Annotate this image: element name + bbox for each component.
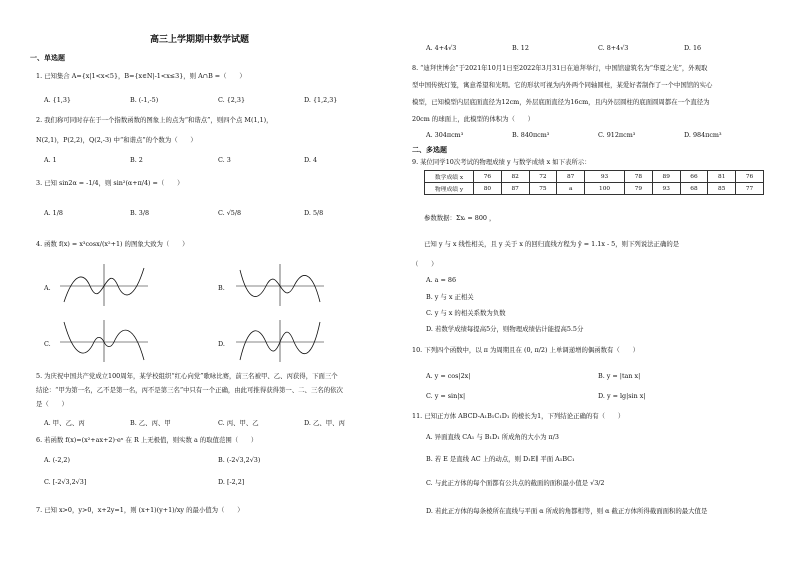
q9-option-b[interactable]: B. y 与 x 正相关 (426, 293, 474, 301)
q2-option-b[interactable]: B. 2 (130, 156, 143, 164)
table-cell: 93 (585, 171, 625, 183)
q2-option-d[interactable]: D. 4 (304, 156, 318, 164)
table-cell: 81 (708, 171, 736, 183)
q3-option-a[interactable]: A. 1/8 (44, 209, 63, 217)
q4-stem: 4. 函数 f(x) = x³cosx/(x²+1) 的图象大致为（ ） (36, 240, 189, 248)
table-cell: 87 (557, 171, 585, 183)
q11-option-c[interactable]: C. 与此正方体的每个面都有公共点的截面的面积最小值是 √3/2 (426, 479, 605, 487)
q8-line2: 型中国传统灯笼，寓意希望和光明。它的形状可视为内外两个同轴圆柱，某爱好者制作了一个中国馆的实心 (412, 81, 713, 89)
q5-option-c[interactable]: C. 丙、甲、乙 (218, 419, 259, 427)
q5-option-d[interactable]: D. 乙、甲、丙 (304, 419, 345, 427)
q8-option-d[interactable]: D. 984πcm³ (684, 131, 722, 139)
table-cell: 85 (708, 183, 736, 195)
q8-line1: 8. “迪拜世博会”于2021年10月1日至2022年3月31日在迪拜举行，中国馆建筑名为“华夏之光”，外观取 (412, 64, 708, 72)
q6-option-d[interactable]: D. [-2,2] (218, 478, 245, 486)
q3-option-c[interactable]: C. √5/8 (218, 209, 242, 217)
table-cell: 78 (625, 171, 653, 183)
q1-option-c[interactable]: C. {2,3} (218, 96, 246, 104)
q6-option-c[interactable]: C. [-2√3,2√3] (44, 478, 87, 486)
q1-option-a[interactable]: A. {1,3} (44, 96, 71, 104)
q5-line3: 是（ ） (36, 400, 68, 408)
q4-option-d[interactable]: D. (218, 340, 225, 348)
table-cell: 79 (625, 183, 653, 195)
graph-d-icon (236, 318, 326, 364)
page-title: 高三上学期期中数学试题 (150, 35, 250, 45)
table-cell: 82 (501, 171, 529, 183)
q4-option-c[interactable]: C. (44, 340, 51, 348)
q3-option-d[interactable]: D. 5/8 (304, 209, 324, 217)
q1-stem: 1. 已知集合 A={x|1<x<5}，B={x∈N|-1<x≤3}，则 A∩B =（ ） (36, 72, 246, 80)
table-cell: 75 (529, 183, 557, 195)
table-cell: 66 (680, 171, 708, 183)
graph-c-icon (60, 318, 150, 364)
q5-option-b[interactable]: B. 乙、丙、甲 (130, 419, 171, 427)
q8-option-c[interactable]: C. 912πcm³ (598, 131, 636, 139)
q1-option-b[interactable]: B. (-1,-5) (130, 96, 159, 104)
q9-option-a[interactable]: A. a = 86 (426, 276, 457, 284)
q6-stem: 6. 若函数 f(x)=(x²+ax+2)·eˣ 在 R 上无极值，则实数 a 的取值范围（ ） (36, 436, 258, 444)
table-cell: 68 (680, 183, 708, 195)
q10-stem: 10. 下列四个函数中，以 π 为周期且在 (0, π/2) 上单调递增的偶函数有（ ） (412, 346, 639, 354)
q7-option-b[interactable]: B. 12 (512, 44, 529, 52)
table-row (425, 183, 764, 195)
q9-option-c[interactable]: C. y 与 x 的相关系数为负数 (426, 309, 506, 317)
q9-line2: （ ） (412, 260, 438, 268)
q10-option-c[interactable]: C. y = sin|x| (426, 392, 466, 400)
table-cell: a (557, 183, 585, 195)
q2-line1: 2. 我们称可同时存在于一个指数函数的图象上的点为“和谐点”，则四个点 M(1,1)， (36, 116, 273, 124)
q9-score-table (424, 170, 764, 195)
q3-option-b[interactable]: B. 3/8 (130, 209, 150, 217)
q5-line1: 5. 为庆祝中国共产党成立100周年，某学校组织“红心向党”歌咏比赛，前三名被甲、乙、丙获得，下面三个 (36, 372, 338, 380)
graph-b-icon (236, 262, 326, 308)
table-row (425, 171, 764, 183)
table-cell: 100 (585, 183, 625, 195)
q8-line4: 20cm 的球面上，此模型的体积为（ ） (412, 115, 535, 123)
q6-option-b[interactable]: B. (-2√3,2√3) (218, 456, 261, 464)
table-cell: 数学成绩 x (425, 171, 474, 183)
q8-option-b[interactable]: B. 840πcm³ (512, 131, 550, 139)
right-column (412, 0, 782, 561)
q5-line2: 结论：“甲为第一名，乙不是第一名，丙不是第三名”中只有一个正确，由此可推得获得第一、二、三名的依次 (36, 386, 343, 394)
q7-option-c[interactable]: C. 8+4√3 (598, 44, 629, 52)
q11-option-d[interactable]: D. 若此正方体的每条棱所在直线与平面 α 所成的角都相等，则 α 截正方体所得截面面积的最大值是 (426, 507, 708, 515)
q5-option-a[interactable]: A. 甲、乙、丙 (44, 419, 85, 427)
left-column (30, 0, 390, 561)
q8-line3: 模型，已知模型内层底面直径为12cm，外层底面直径为16cm，且内外层圆柱的底面圆周都在一个直径为 (412, 98, 710, 106)
q10-option-b[interactable]: B. y = |tan x| (598, 372, 641, 380)
section-single-choice: 一、单选题 (30, 53, 65, 62)
table-cell: 76 (736, 171, 764, 183)
q11-stem: 11. 已知正方体 ABCD-A₁B₁C₁D₁ 的棱长为1，下列结论正确的有（ ） (412, 412, 625, 420)
table-cell: 77 (736, 183, 764, 195)
q7-option-d[interactable]: D. 16 (684, 44, 702, 52)
q9-param: 参数数据：Σxᵢ = 800 ， (424, 214, 496, 222)
q4-option-b[interactable]: B. (218, 284, 225, 292)
q9-line1: 已知 y 与 x 线性相关，且 y 关于 x 的回归直线方程为 ŷ = 1.1x - 5，则下列说法正确的是 (424, 240, 680, 248)
q10-option-a[interactable]: A. y = cos|2x| (426, 372, 471, 380)
q4-option-a[interactable]: A. (44, 284, 51, 292)
q2-option-c[interactable]: C. 3 (218, 156, 231, 164)
q9-stem: 9. 某位同学10次考试的物理成绩 y 与数学成绩 x 如下表所示： (412, 158, 591, 166)
graph-a-icon (60, 262, 150, 308)
table-cell: 76 (474, 171, 502, 183)
q8-option-a[interactable]: A. 304πcm³ (426, 131, 464, 139)
q2-line2: N(2,1)，P(2,2)，Q(2,-3) 中“和谐点”的个数为（ ） (36, 136, 197, 144)
q11-option-a[interactable]: A. 异面直线 CA₁ 与 B₁D₁ 所成角的大小为 π/3 (426, 433, 559, 441)
table-cell: 87 (501, 183, 529, 195)
table-cell: 93 (652, 183, 680, 195)
q2-option-a[interactable]: A. 1 (44, 156, 57, 164)
q10-option-d[interactable]: D. y = lg|sin x| (598, 392, 646, 400)
table-cell: 物理成绩 y (425, 183, 474, 195)
table-cell: 72 (529, 171, 557, 183)
q11-option-b[interactable]: B. 若 E 是直线 AC 上的动点，则 D₁E∥ 平面 A₁BC₁ (426, 455, 575, 463)
table-cell: 80 (474, 183, 502, 195)
q9-option-d[interactable]: D. 若数学成绩每提高5分，则物理成绩估计能提高5.5分 (426, 325, 584, 333)
q1-option-d[interactable]: D. {1,2,3} (304, 96, 338, 104)
q7-option-a[interactable]: A. 4+4√3 (426, 44, 457, 52)
section-multi-choice: 二、多选题 (412, 145, 447, 154)
q6-option-a[interactable]: A. (-2,2) (44, 456, 70, 464)
q3-stem: 3. 已知 sin2α = -1/4，则 sin²(α+π/4) =（ ） (36, 179, 184, 187)
table-cell: 89 (652, 171, 680, 183)
q7-stem: 7. 已知 x>0，y>0，x+2y=1，则 (x+1)(y+1)/xy 的最小值为（ ） (36, 506, 244, 514)
